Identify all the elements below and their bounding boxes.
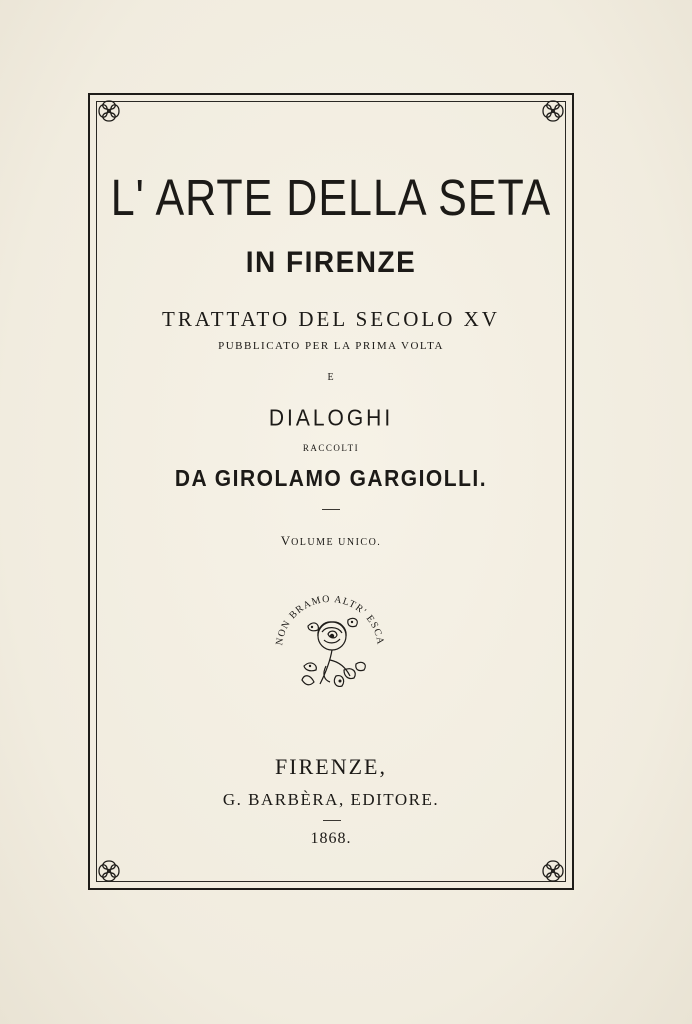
imprint-city: FIRENZE, (275, 754, 387, 779)
author-line: DA GIROLAMO GARGIOLLI. (174, 466, 488, 492)
corner-ornament-icon (96, 98, 122, 124)
dialogues-heading: DIALOGHI (268, 406, 394, 431)
book-title: L' ARTE DELLA SETA (110, 170, 552, 227)
imprint-publisher: G. BARBÈRA, EDITORE. (222, 790, 440, 809)
emblem-motto: NON BRAMO ALTR' ESCA (274, 593, 386, 647)
imprint-year: 1868. (310, 830, 352, 847)
corner-ornament-icon (540, 98, 566, 124)
rose-emblem-icon (260, 570, 400, 705)
corner-ornament-icon (96, 858, 122, 884)
volume-text: OLUME UNICO. (291, 537, 382, 548)
corner-ornament-icon (540, 858, 566, 884)
svg-text:NON BRAMO ALTR' ESCA (274, 594, 386, 646)
conjunction: E (327, 372, 335, 383)
volume-initial: V (280, 533, 292, 548)
treatise-subtitle: TRATTATO DEL SECOLO XV (162, 307, 500, 331)
volume-label (88, 533, 574, 549)
divider-rule (322, 509, 340, 510)
book-title-place: IN FIRENZE (245, 246, 417, 279)
publication-note: PUBBLICATO PER LA PRIMA VOLTA (218, 340, 444, 352)
divider-rule (323, 820, 341, 821)
collected-label: RACCOLTI (302, 443, 360, 453)
